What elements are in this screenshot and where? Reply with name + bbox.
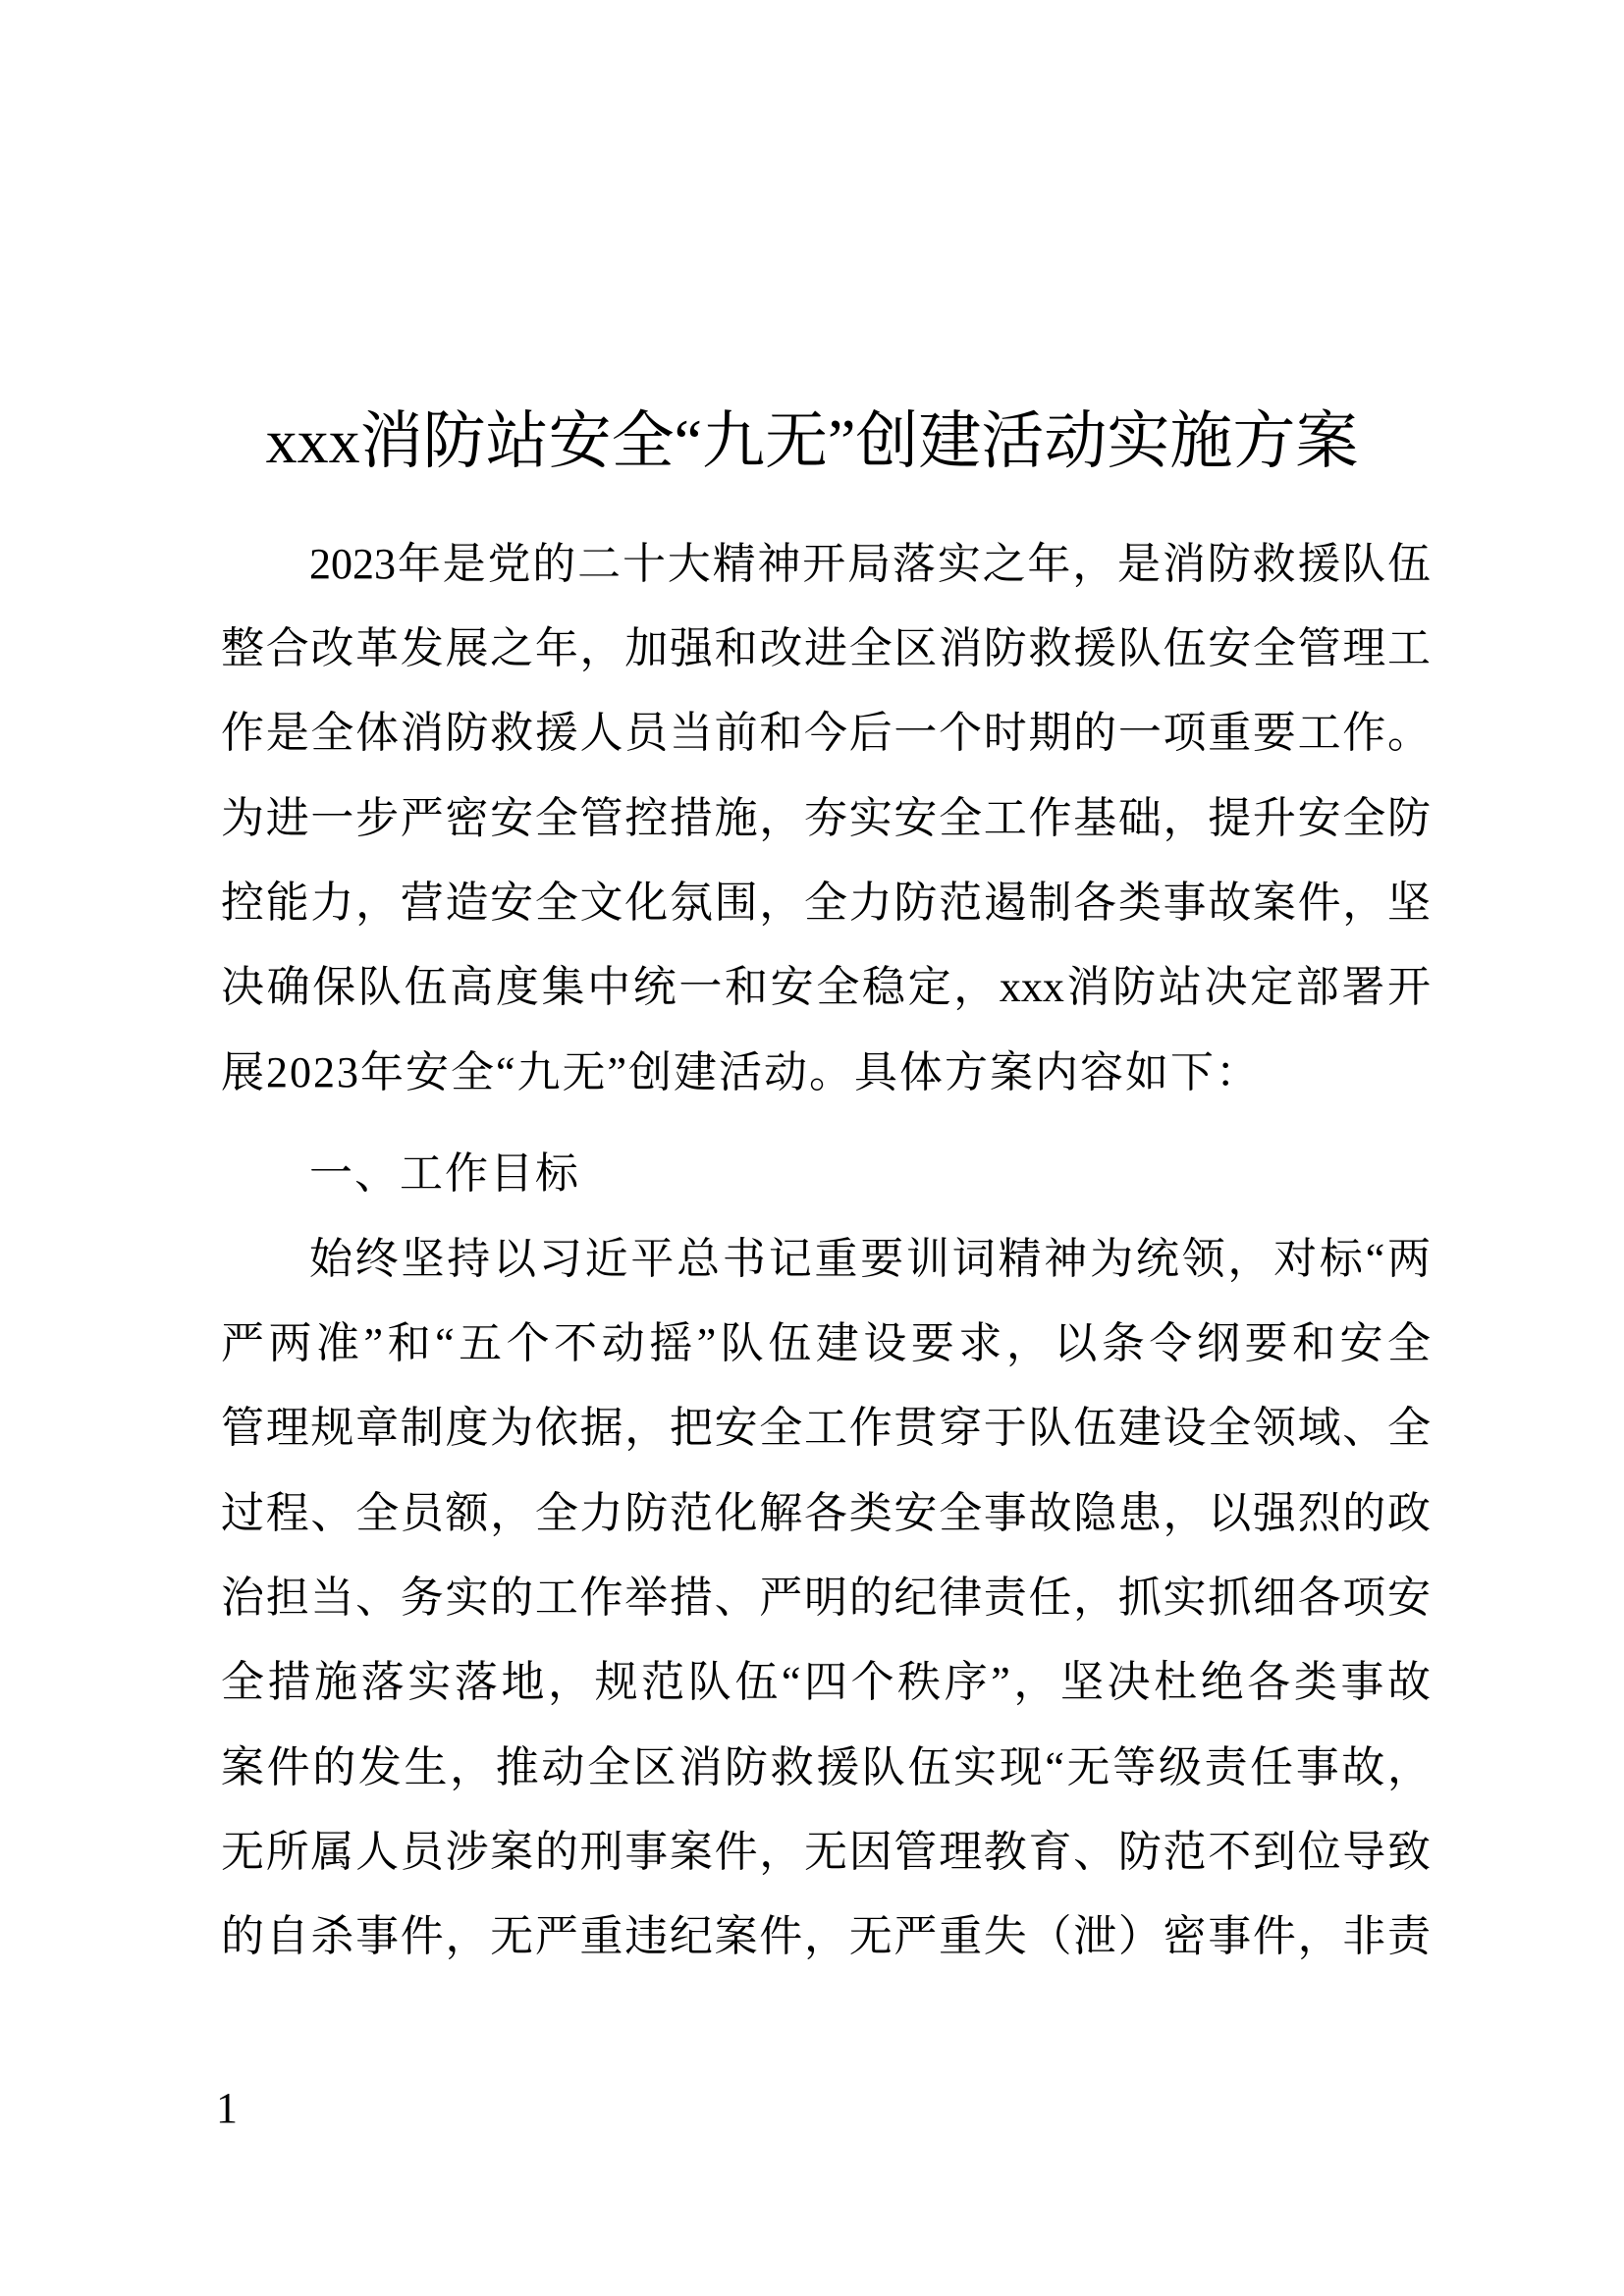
paragraph-line: 无所属人员涉案的刑事案件，无因管理教育、防范不到位导致	[221, 1828, 1431, 1876]
paragraph-line: 决确保队伍高度集中统一和安全稳定，xxx消防站决定部署开	[221, 963, 1431, 1011]
paragraph-line: 案件的发生，推动全区消防救援队伍实现“无等级责任事故，	[221, 1743, 1431, 1791]
section-heading: 一、工作目标	[309, 1149, 580, 1198]
paragraph-line: 管理规章制度为依据，把安全工作贯穿于队伍建设全领域、全	[221, 1404, 1431, 1452]
paragraph-line: 严两准”和“五个不动摇”队伍建设要求，以条令纲要和安全	[221, 1319, 1431, 1367]
paragraph-line: 2023年是党的二十大精神开局落实之年，是消防救援队伍	[309, 540, 1431, 588]
paragraph-line: 过程、全员额，全力防范化解各类安全事故隐患，以强烈的政	[221, 1489, 1431, 1537]
paragraph-line: 控能力，营造安全文化氛围，全力防范遏制各类事故案件，坚	[221, 879, 1431, 927]
paragraph-line: 作是全体消防救援人员当前和今后一个时期的一项重要工作。	[221, 709, 1431, 757]
paragraph-line: 始终坚持以习近平总书记重要训词精神为统领，对标“两	[309, 1235, 1431, 1283]
paragraph-line: 治担当、务实的工作举措、严明的纪律责任，抓实抓细各项安	[221, 1574, 1431, 1622]
paragraph-line: 整合改革发展之年，加强和改进全区消防救援队伍安全管理工	[221, 624, 1431, 672]
document-title: xxx消防站安全“九无”创建活动实施方案	[265, 406, 1359, 476]
paragraph-line: 的自杀事件，无严重违纪案件，无严重失（泄）密事件，非责	[221, 1912, 1431, 1960]
paragraph-line: 展2023年安全“九无”创建活动。具体方案内容如下：	[221, 1048, 1262, 1096]
paragraph-line: 为进一步严密安全管控措施，夯实安全工作基础，提升安全防	[221, 794, 1431, 842]
page-number: 1	[216, 2084, 238, 2132]
paragraph-line: 全措施落实落地，规范队伍“四个秩序”，坚决杜绝各类事故	[221, 1658, 1431, 1706]
